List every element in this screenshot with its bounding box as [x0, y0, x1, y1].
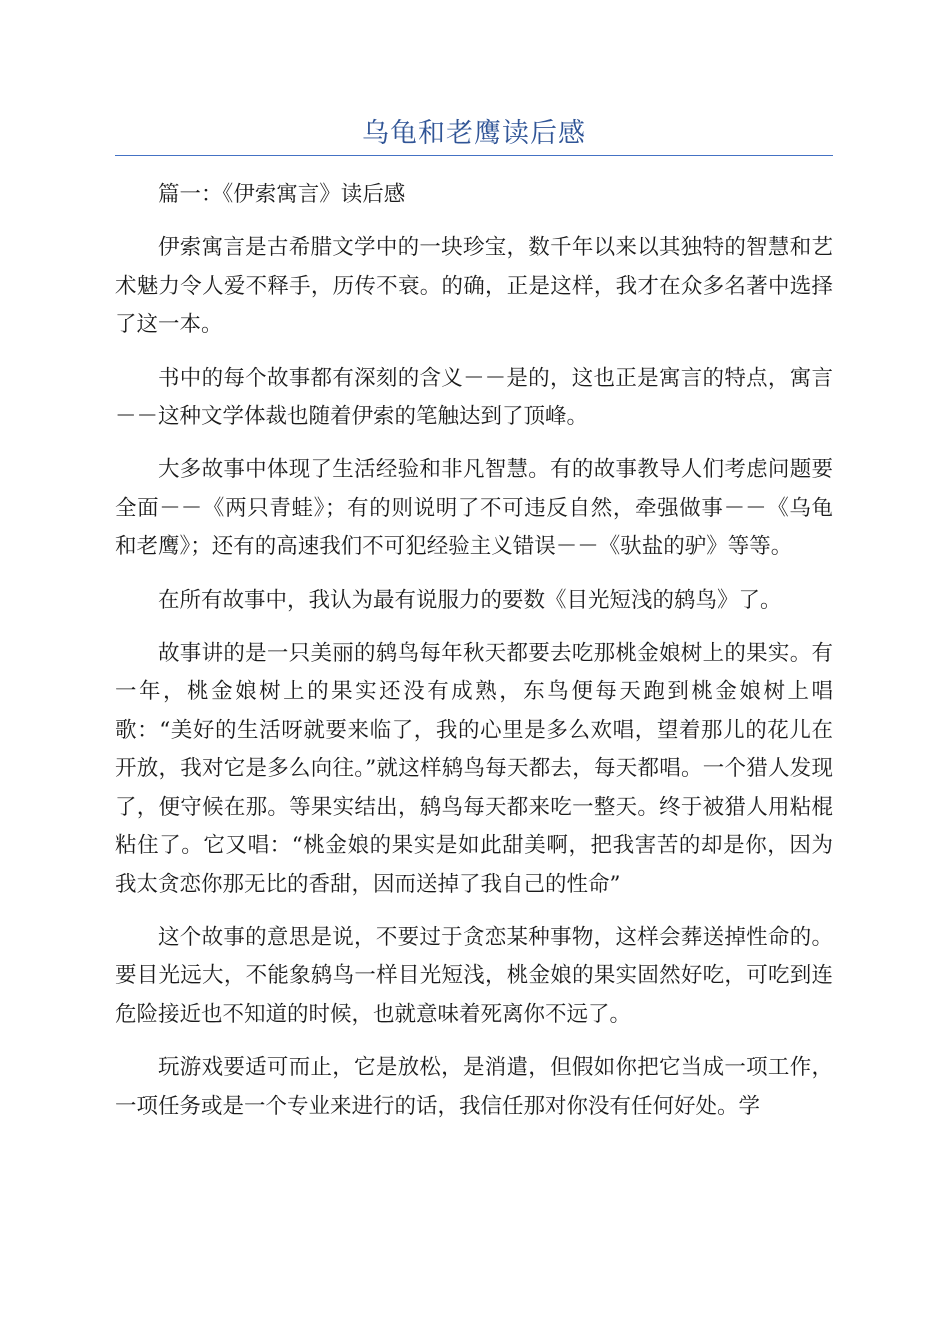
- paragraph: 大多故事中体现了生活经验和非凡智慧。有的故事教导人们考虑问题要全面－－《两只青蛙》；有的则说明了不可违反自然，牵强做事－－《乌龟和老鹰》；还有的高速我们不可犯经验主义错误－－《驮盐的驴》等等。: [115, 457, 833, 560]
- paragraph-heading: 篇一：《伊索寓言》读后感: [158, 182, 406, 207]
- paragraph: 伊索寓言是古希腊文学中的一块珍宝，数千年以来以其独特的智慧和艺术魅力令人爱不释手，历传不衰。的确，正是这样，我才在众多名著中选择了这一本。: [115, 235, 833, 338]
- document-body: [115, 176, 833, 1126]
- paragraph: 玩游戏要适可而止，它是放松，是消遣，但假如你把它当成一项工作，一项任务或是一个专业来进行的话，我信任那对你没有任何好处。学: [115, 1055, 833, 1119]
- paragraph: 这个故事的意思是说，不要过于贪恋某种事物，这样会葬送掉性命的。要目光远大，不能象鸫鸟一样目光短浅，桃金娘的果实固然好吃，可吃到连危险接近也不知道的时候，也就意味着死离你不远了。: [115, 924, 833, 1027]
- document-title: 乌龟和老鹰读后感: [362, 118, 586, 149]
- paragraph: 故事讲的是一只美丽的鸫鸟每年秋天都要去吃那桃金娘树上的果实。有一年，桃金娘树上的果实还没有成熟，东鸟便每天跑到桃金娘树上唱歌：“美好的生活呀就要来临了，我的心里是多么欢唱，望着那儿的花儿在开放，我对它是多么向往。”就这样鸫鸟每天都去，每天都唱。一个猎人发现了，便守候在那。等果实结出，鸫鸟每天都来吃一整天。终于被猎人用粘棍粘住了。它又唱：“桃金娘的果实是如此甜美啊，把我害苦的却是你，因为我太贪恋你那无比的香甜，因而送掉了我自己的性命”: [115, 641, 833, 897]
- title-underline: [115, 155, 833, 156]
- document-page: [115, 0, 833, 1141]
- paragraph: 在所有故事中，我认为最有说服力的要数《目光短浅的鸫鸟》了。: [158, 587, 782, 613]
- paragraph: 书中的每个故事都有深刻的含义－－是的，这也正是寓言的特点，寓言－－这种文学体裁也随着伊索的笔触达到了顶峰。: [115, 365, 833, 430]
